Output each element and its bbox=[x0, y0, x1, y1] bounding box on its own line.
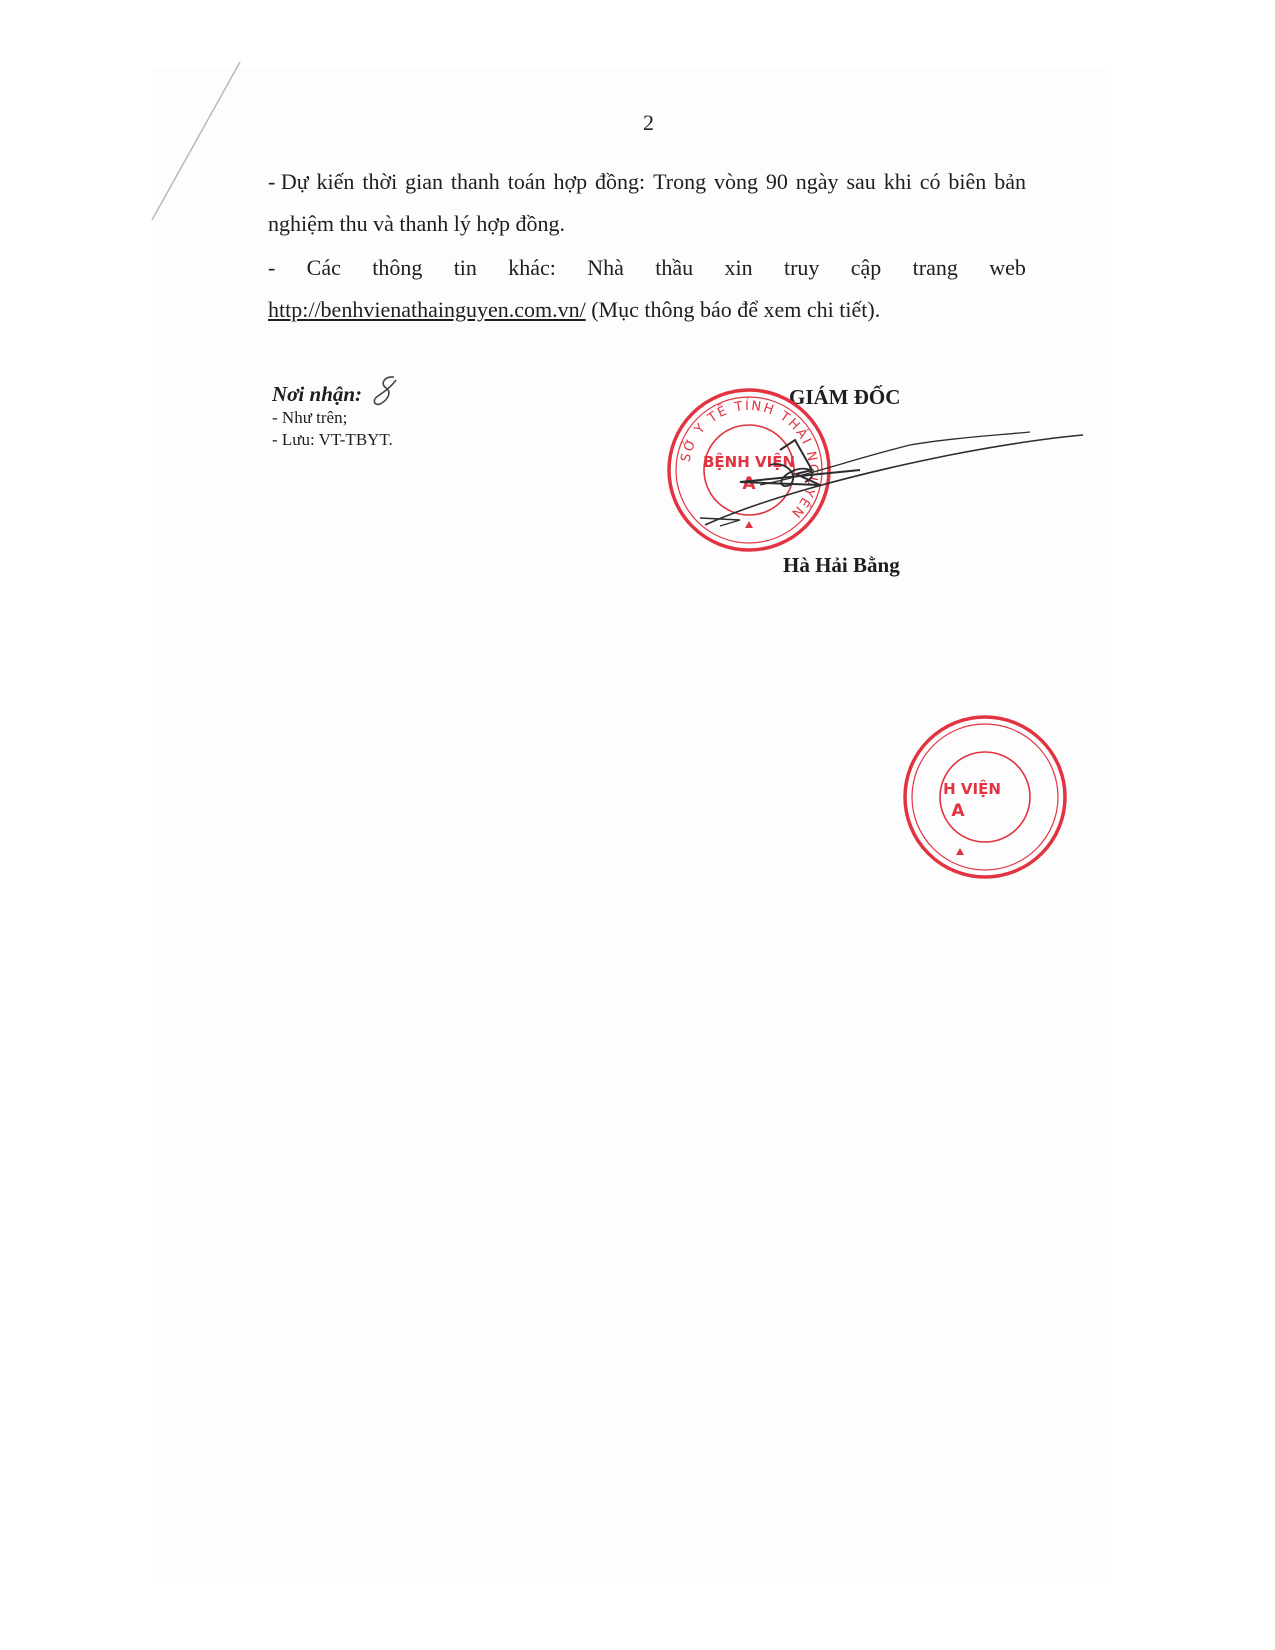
signer-name: Hà Hải Bằng bbox=[783, 553, 900, 577]
word: 90 bbox=[765, 169, 788, 194]
word: biên bbox=[948, 169, 987, 194]
word: kiến bbox=[316, 169, 355, 194]
director-title: GIÁM ĐỐC bbox=[789, 385, 901, 409]
website-link[interactable]: http://benhvienathainguyen.com.vn/ bbox=[268, 297, 586, 322]
word: - bbox=[268, 255, 276, 280]
word: đồng: bbox=[595, 169, 646, 194]
partial-stamp bbox=[943, 712, 1080, 882]
word: toán bbox=[507, 169, 546, 194]
word: trang bbox=[912, 255, 958, 280]
word: cập bbox=[850, 255, 882, 280]
word: - Dự bbox=[268, 169, 309, 194]
word: Các bbox=[306, 255, 341, 280]
word: web bbox=[989, 255, 1026, 280]
initial-mark bbox=[366, 374, 402, 408]
word: khác: bbox=[508, 255, 556, 280]
word: Trong bbox=[653, 169, 707, 194]
other-info-paragraph bbox=[268, 256, 1026, 322]
word: Nhà bbox=[587, 255, 624, 280]
word: tin bbox=[453, 255, 477, 280]
other-info-note: (Mục thông báo để xem chi tiết). bbox=[585, 297, 881, 322]
word: khi bbox=[883, 169, 912, 194]
word: ngày bbox=[795, 169, 839, 194]
word: hợp bbox=[553, 169, 588, 194]
word: thầu bbox=[655, 255, 694, 280]
word: truy bbox=[783, 255, 820, 280]
word: gian bbox=[405, 169, 443, 194]
word: thông bbox=[372, 255, 423, 280]
other-info-line-1 bbox=[268, 256, 1026, 280]
word: thời bbox=[362, 169, 398, 194]
recipients-title: Nơi nhận: bbox=[272, 382, 363, 406]
payment-term-paragraph bbox=[268, 170, 1026, 236]
word: vòng bbox=[713, 169, 758, 194]
word: có bbox=[919, 169, 941, 194]
recipient-item: - Lưu: VT-TBYT. bbox=[272, 430, 393, 449]
payment-term-line-1 bbox=[268, 170, 1026, 194]
stamp-center-line-2: A bbox=[742, 474, 756, 494]
word: sau bbox=[846, 169, 876, 194]
partial-stamp-center-line-2: A bbox=[951, 801, 965, 821]
partial-stamp-center-text: H VIỆN bbox=[943, 780, 1001, 798]
stamp-center-line-1: BỆNH VIỆN bbox=[703, 453, 795, 471]
other-info-line-2 bbox=[268, 298, 1026, 322]
word: thanh bbox=[450, 169, 500, 194]
stamp-ring-text: SỞ Y TẾ TỈNH THÁI NGUYÊN bbox=[678, 398, 821, 522]
recipient-item: - Như trên; bbox=[272, 408, 348, 427]
payment-term-line-2: nghiệm thu và thanh lý hợp đồng. bbox=[268, 211, 565, 236]
word: xin bbox=[724, 255, 753, 280]
page-number: 2 bbox=[643, 110, 654, 135]
page-fold-line bbox=[148, 60, 268, 240]
director-signature bbox=[700, 430, 1085, 555]
word: bản bbox=[994, 169, 1026, 194]
